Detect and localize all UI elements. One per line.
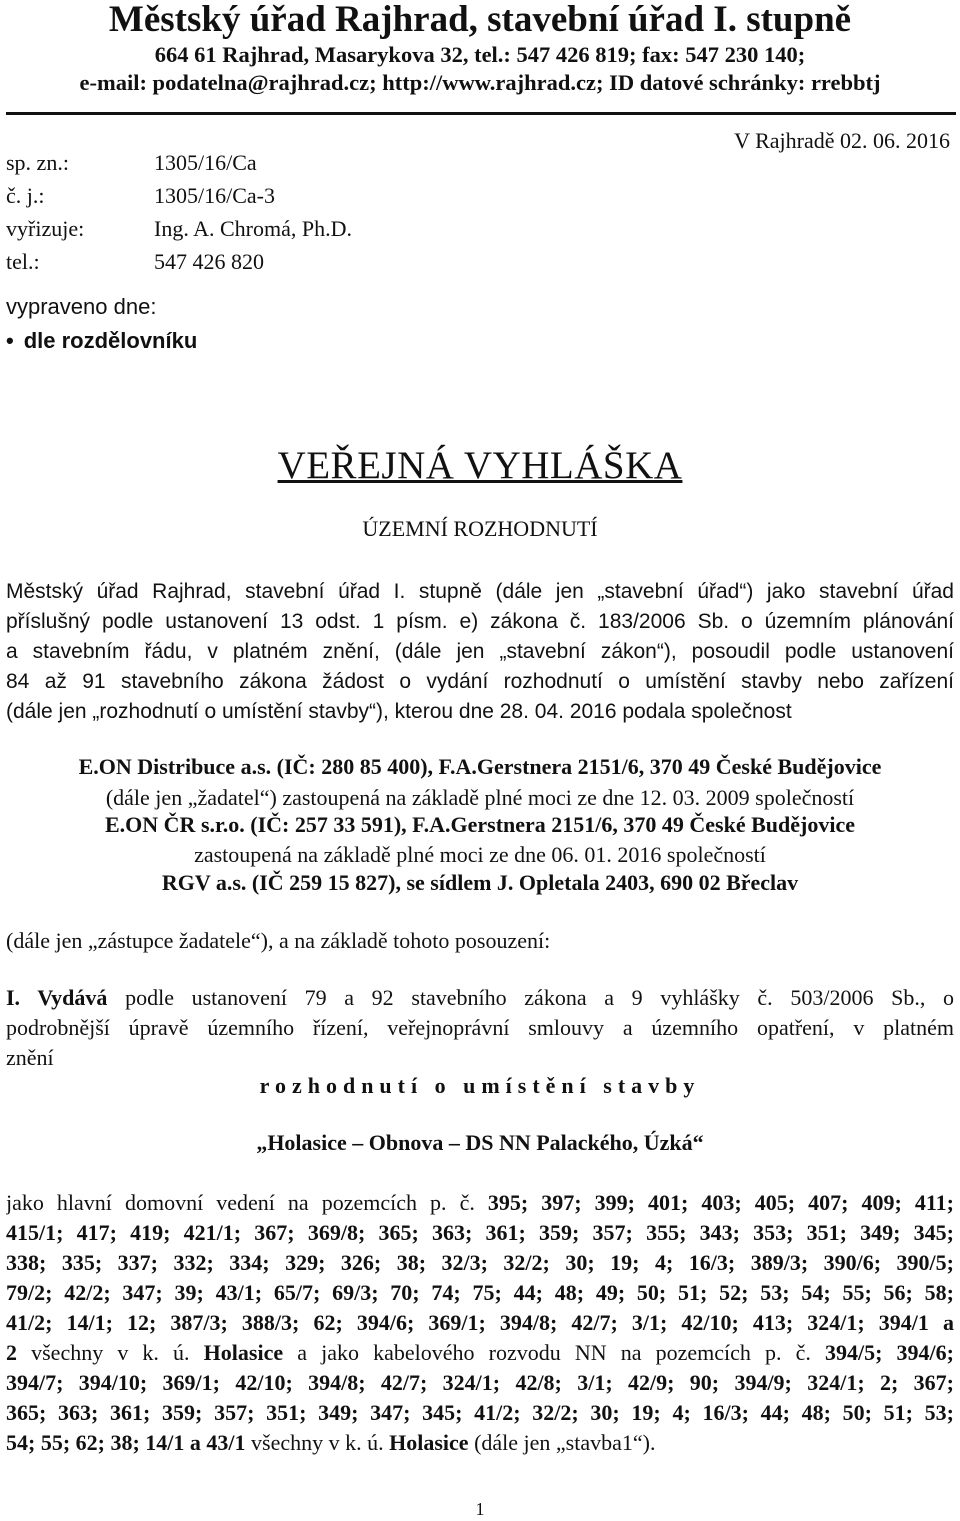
representative-paragraph [6,926,954,956]
intro-paragraph [6,577,954,727]
cadastral-text: všechny v k. ú. [245,1430,390,1455]
text-line: a stavebním řádu, v platném znění, (dále jen „stavební zákon“), posoudil podle ustanovení [6,640,954,663]
reference-label: č. j.: [6,183,45,208]
reference-label: vyřizuje: [6,216,85,241]
applicant-line: RGV a.s. (IČ 259 15 827), se sídlem J. Opletala 2403, 690 02 Břeclav [161,870,799,895]
reference-value: 547 426 820 [154,249,264,274]
decision-heading: rozhodnutí o umístění stavby [259,1073,701,1098]
text-line: (dále jen „rozhodnutí o umístění stavby“), kterou dne 28. 04. 2016 podala společnost [6,700,792,723]
text-line: 84 až 91 stavebního zákona žádost o vydání rozhodnutí o umístění stavby nebo zařízení [6,670,954,693]
applicant-line: E.ON Distribuce a.s. (IČ: 280 85 400), F.A.Gerstnera 2151/6, 370 49 České Budějovice [78,754,882,779]
reference-label: sp. zn.: [6,150,69,175]
parcels-paragraph [6,1188,954,1458]
parcel-list: 338; 335; 337; 332; 334; 329; 326; 38; 32/3; 32/2; 30; 19; 4; 16/3; 389/3; 390/6; 390/5; [6,1250,954,1275]
text-line [6,983,954,1013]
office-title: Městský úřad Rajhrad, stavební úřad I. stupně [108,0,852,40]
text-line [6,1188,954,1218]
header-divider [6,112,956,115]
decision-verb: I. Vydává [6,985,108,1010]
cadastral-name: Holasice [203,1340,284,1365]
distribution-text: dle rozdělovníku [23,328,198,353]
parcel-list: 41/2; 14/1; 12; 387/3; 388/3; 62; 394/6; 369/1; 394/8; 42/7; 3/1; 42/10; 413; 324/1; 394/1 a [6,1310,954,1335]
cable-intro: a jako kabelového rozvodu NN na pozemcích p. č. [283,1340,825,1365]
text-line: (dále jen „zástupce žadatele“), a na základě tohoto posouzení: [6,928,551,953]
reference-value: 1305/16/Ca [154,150,257,175]
parcel-list: 394/7; 394/10; 369/1; 42/10; 394/8; 42/7; 324/1; 42/8; 3/1; 42/9; 90; 394/9; 324/1; 2; 367; [6,1370,954,1395]
office-contact: e-mail: podatelna@rajhrad.cz; http://www.rajhrad.cz; ID datové schránky: rrebbtj [79,70,881,95]
applicant-line: E.ON ČR s.r.o. (IČ: 257 33 591), F.A.Gerstnera 2151/6, 370 49 České Budějovice [105,812,855,837]
document-title: VEŘEJNÁ VYHLÁŠKA [277,444,683,487]
decision-text: podle ustanovení 79 a 92 stavebního zákona a 9 vyhlášky č. 503/2006 Sb., o [107,985,954,1010]
applicant-line: zastoupená na základě plné moci ze dne 06. 01. 2016 společností [194,842,766,867]
parcel-list: 395; 397; 399; 401; 403; 405; 407; 409; 411; [487,1190,954,1215]
text-line: Městský úřad Rajhrad, stavební úřad I. stupně (dále jen „stavební úřad“) jako stavební úřad [6,580,954,603]
reference-label: tel.: [6,249,40,274]
reference-block [6,146,406,278]
reference-row [6,179,406,212]
parcel-list: 394/5; 394/6; [825,1340,954,1365]
parcel-list: 54; 55; 62; 38; 14/1 a 43/1 [6,1430,246,1455]
reference-value: 1305/16/Ca-3 [154,183,275,208]
text-line: podrobnější úpravě územního řízení, veřejnoprávní smlouvy a územního opatření, v platném [6,1015,954,1040]
parcel-list: 415/1; 417; 419; 421/1; 367; 369/8; 365; 363; 361; 359; 357; 355; 343; 353; 351; 349; 345; [6,1220,954,1245]
text-line: příslušný podle ustanovení 13 odst. 1 písm. e) zákona č. 183/2006 Sb. o územním plánování [6,610,954,633]
applicant-line: (dále jen „žadatel“) zastoupená na základě plné moci ze dne 12. 03. 2009 společností [105,785,855,810]
cadastral-name: Holasice [389,1430,469,1455]
stavba-alias: (dále jen „stavba1“). [468,1430,656,1455]
reference-value: Ing. A. Chromá, Ph.D. [154,216,352,241]
office-address: 664 61 Rajhrad, Masarykova 32, tel.: 547 426 819; fax: 547 230 140; [154,42,806,67]
document-subtitle: ÚZEMNÍ ROZHODNUTÍ [362,516,598,541]
bullet-icon: • [6,328,14,353]
reference-row [6,212,406,245]
text-line [6,1338,954,1368]
stavba-name: „Holasice – Obnova – DS NN Palackého, Úzká“ [256,1130,704,1155]
parcel-list: 2 [6,1340,17,1365]
text-line [6,1428,954,1458]
reference-row [6,146,406,179]
parcels-intro: jako hlavní domovní vedení na pozemcích p. č. [6,1190,488,1215]
reference-row [6,245,406,278]
document-date: V Rajhradě 02. 06. 2016 [734,128,950,153]
text-line: znění [6,1045,54,1070]
parcel-list: 365; 363; 361; 359; 357; 351; 349; 347; 345; 41/2; 32/2; 30; 19; 4; 16/3; 44; 48; 50; 51; 53; [6,1400,954,1425]
decision-paragraph [6,983,954,1073]
page-number: 1 [475,1499,485,1519]
distribution-item [6,326,197,356]
cadastral-text: všechny v k. ú. [17,1340,204,1365]
parcel-list: 79/2; 42/2; 347; 39; 43/1; 65/7; 69/3; 70; 74; 75; 44; 48; 49; 50; 51; 52; 53; 54; 55; 56; 58; [6,1280,954,1305]
sent-date-label: vypraveno dne: [6,294,157,319]
